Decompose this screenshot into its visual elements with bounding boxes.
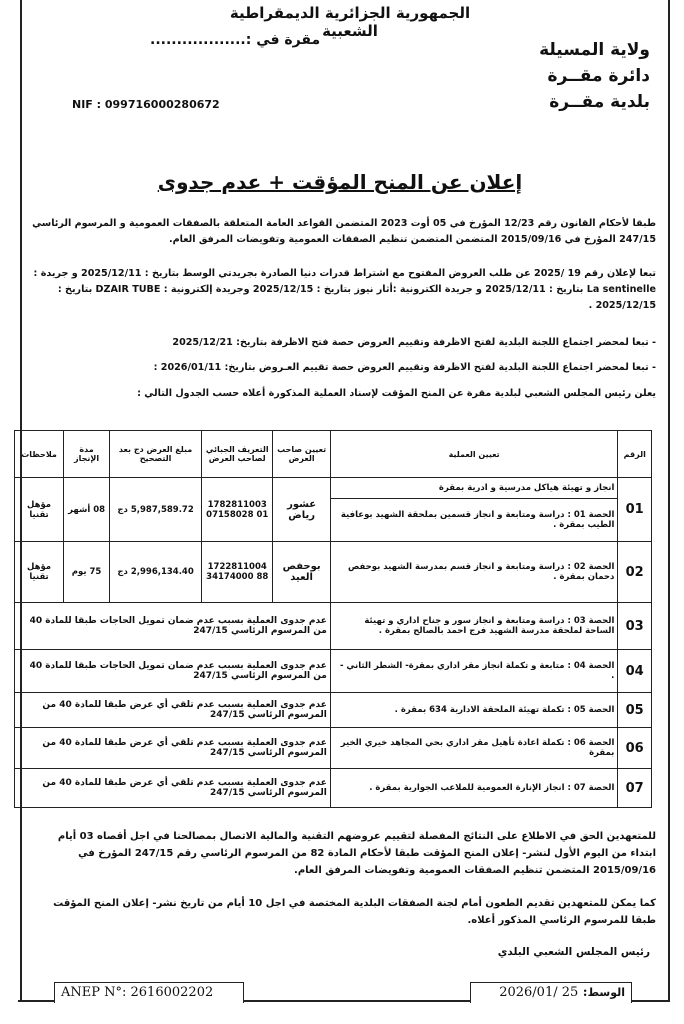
header-amount: مبلغ العرض دج بعد التصحيح bbox=[110, 431, 202, 478]
row-number: 02 bbox=[618, 542, 652, 603]
unsuccessful-status: عدم جدوى العملية بسبب عدم ضمان تمويل الحاجات طبقا للمادة 40 من المرسوم الرئاسي 247/15 bbox=[15, 603, 331, 650]
operation-lot: الحصة 03 : دراسة ومتابعة و انجاز سور و جناح اداري و تهيئة الساحة لملحقة مدرسة الشهيد فرج احمد بالصالح بمقرة . bbox=[330, 603, 618, 650]
row-number: 06 bbox=[618, 728, 652, 769]
header-bidder: تعيين صاحب العرض bbox=[273, 431, 331, 478]
header-notes: ملاحظات bbox=[15, 431, 64, 478]
intro-legal-basis: طبقا لأحكام القانون رقم 12/23 المؤرخ في 05 أوت 2023 المتضمن القواعد العامة المتعلقة بالصفقات العمومية و المرسوم الرئاسي 247/15 المؤرخ في 2015/09/16 المتضمن المتضمن تنظيم الصفقات العمومية وتفويضات المرفق العام. bbox=[32, 218, 656, 245]
header-duration: مدة الإنجاز bbox=[64, 431, 110, 478]
header-num: الرقم bbox=[618, 431, 652, 478]
table-row bbox=[15, 728, 652, 769]
bidder-name: عشور رياض bbox=[273, 478, 331, 542]
duration: 75 يوم bbox=[64, 542, 110, 603]
anep-number-box bbox=[54, 982, 244, 1003]
place-date: مقرة في :.................. bbox=[150, 32, 321, 48]
row-number: 05 bbox=[618, 693, 652, 728]
offer-amount: 2,996,134.40 دج bbox=[110, 542, 202, 603]
table-row bbox=[15, 769, 652, 808]
intro-evaluation-minutes: - تبعا لمحضر اجتماع اللجنة البلدية لفتح الاظرفة وتقييم العروض حصة تقييم العـروض بتاريخ: 2026/01/11 : bbox=[153, 362, 656, 373]
baladiya-label: بلدية مقــرة bbox=[549, 92, 650, 112]
wilaya-label: ولاية المسيلة bbox=[539, 40, 650, 60]
page-title: إعلان عن المنح المؤقت + عدم جدوى bbox=[157, 170, 523, 194]
operation-main: انجاز و تهيئة هياكل مدرسية و ادرية بمقرة bbox=[330, 478, 618, 499]
newspaper-date: 2026/01/ 25 bbox=[499, 985, 579, 1000]
bidder-name: بوحفص العيد bbox=[273, 542, 331, 603]
notes: مؤهل تقنيا bbox=[15, 542, 64, 603]
offer-amount: 5,987,589.72 دج bbox=[110, 478, 202, 542]
table-row bbox=[15, 603, 652, 650]
daira-label: دائرة مقــرة bbox=[547, 66, 650, 86]
newspaper-date-box: الوسط: 2026/01/ 25 bbox=[470, 982, 632, 1003]
operation-lot: الحصة 07 : انجاز الإنارة العمومية للملاعب الجوارية بمقرة . bbox=[330, 769, 618, 808]
award-table bbox=[14, 430, 652, 808]
header-operation: تعيين العملية bbox=[330, 431, 618, 478]
operation-lot: الحصة 01 : دراسة ومتابعة و انجاز قسمين بملحقة الشهيد بوعافية الطيب بمقرة . bbox=[330, 499, 618, 542]
operation-lot: الحصة 02 : دراسة ومتابعة و انجاز قسم بمدرسة الشهيد بوحفص دحمان بمقرة . bbox=[330, 542, 618, 603]
footer-appeal-rights: كما يمكن للمتعهدين تقديم الطعون أمام لجنة الصفقات البلدية المختصة في اجل 10 أيام من تاريخ نشر- إعلان المنح المؤقت طبقا للمرسوم الرئاسي المذكور أعلاه. bbox=[53, 898, 656, 926]
unsuccessful-status: عدم جدوى العملية بسبب عدم تلقي أي عرض طبقا للمادة 40 من المرسوم الرئاسي 247/15 bbox=[15, 693, 331, 728]
row-number: 04 bbox=[618, 650, 652, 693]
duration: 08 أشهر bbox=[64, 478, 110, 542]
operation-lot: الحصة 04 : متابعة و تكملة انجاز مقر اداري بمقرة- الشطر الثاني - . bbox=[330, 650, 618, 693]
table-row bbox=[15, 478, 652, 499]
table-header-row bbox=[15, 431, 652, 478]
row-number: 07 bbox=[618, 769, 652, 808]
tax-id: 178281100307158028 01 bbox=[202, 478, 273, 542]
footer-consultation-rights: للمتعهدين الحق في الاطلاع على النتائج المفصلة لتقييم عروضهم التقنية والمالية الاتصال بمصالحنا في اجل أقصاه 03 أيام ابتداء من اليوم الأول لنشر- إعلان المنح المؤقت طبقا لأحكام المادة 82 من المرسوم الرئاسي رقم 247/15 المؤرخ في 2015/09/16 المتضمن تنظيم الصفقات العمومية وتفويضات المرفق العام. bbox=[57, 831, 656, 876]
nif-number: NIF : 099716000280672 bbox=[72, 98, 220, 111]
anep-number: ANEP N°: 2616002202 bbox=[61, 985, 214, 1000]
header-tax-id: التعريف الجبائي لصاحب العرض bbox=[202, 431, 273, 478]
tax-id: 172281100434174000 88 bbox=[202, 542, 273, 603]
operation-lot: الحصة 06 : تكملة اعادة تأهيل مقر اداري بحي المجاهد خيري الخير بمقرة bbox=[330, 728, 618, 769]
intro-opening-minutes: - تبعا لمحضر اجتماع اللجنة البلدية لفتح الاظرفة وتقييم العروض حصة فتح الاظرفة بتاريخ: 2025/12/21 bbox=[172, 337, 656, 348]
unsuccessful-status: عدم جدوى العملية بسبب عدم تلقي أي عرض طبقا للمادة 40 من المرسوم الرئاسي 247/15 bbox=[15, 728, 331, 769]
row-number: 03 bbox=[618, 603, 652, 650]
operation-lot: الحصة 05 : تكملة تهيئة الملحقة الادارية 634 بمقرة . bbox=[330, 693, 618, 728]
newspaper-name: الوسط bbox=[587, 986, 625, 999]
intro-tender-reference: تبعا لإعلان رقم 19 /2025 عن طلب العروض المفتوح مع اشتراط قدرات دنيا الصادرة بجريدتي الوسط بتاريخ : 2025/12/11 و جريدة : La sentinelle بتاريخ : 2025/12/11 و جريدة الكترونية :أثار نيوز بتاريخ : 2025/12/15 وجريدة إلكترونية : DZAIR TUBE بتاريخ : 2025/12/15 . bbox=[33, 268, 656, 311]
unsuccessful-status: عدم جدوى العملية بسبب عدم ضمان تمويل الحاجات طبقا للمادة 40 من المرسوم الرئاسي 247/15 bbox=[15, 650, 331, 693]
table-row bbox=[15, 693, 652, 728]
unsuccessful-status: عدم جدوى العملية بسبب عدم تلقي أي عرض طبقا للمادة 40 من المرسوم الرئاسي 247/15 bbox=[15, 769, 331, 808]
table-row bbox=[15, 542, 652, 603]
table-row bbox=[15, 650, 652, 693]
row-number: 01 bbox=[618, 478, 652, 542]
intro-announcement: يعلن رئيس المجلس الشعبي لبلدية مقرة عن المنح المؤقت لإسناد العملية المذكورة أعلاه حسب الجدول التالي : bbox=[137, 388, 656, 399]
notes: مؤهل تقنيا bbox=[15, 478, 64, 542]
signature-line: رئيس المجلس الشعبي البلدي bbox=[497, 946, 650, 958]
republic-heading: الجمهورية الجزائرية الديمقراطية الشعبية bbox=[229, 4, 471, 40]
